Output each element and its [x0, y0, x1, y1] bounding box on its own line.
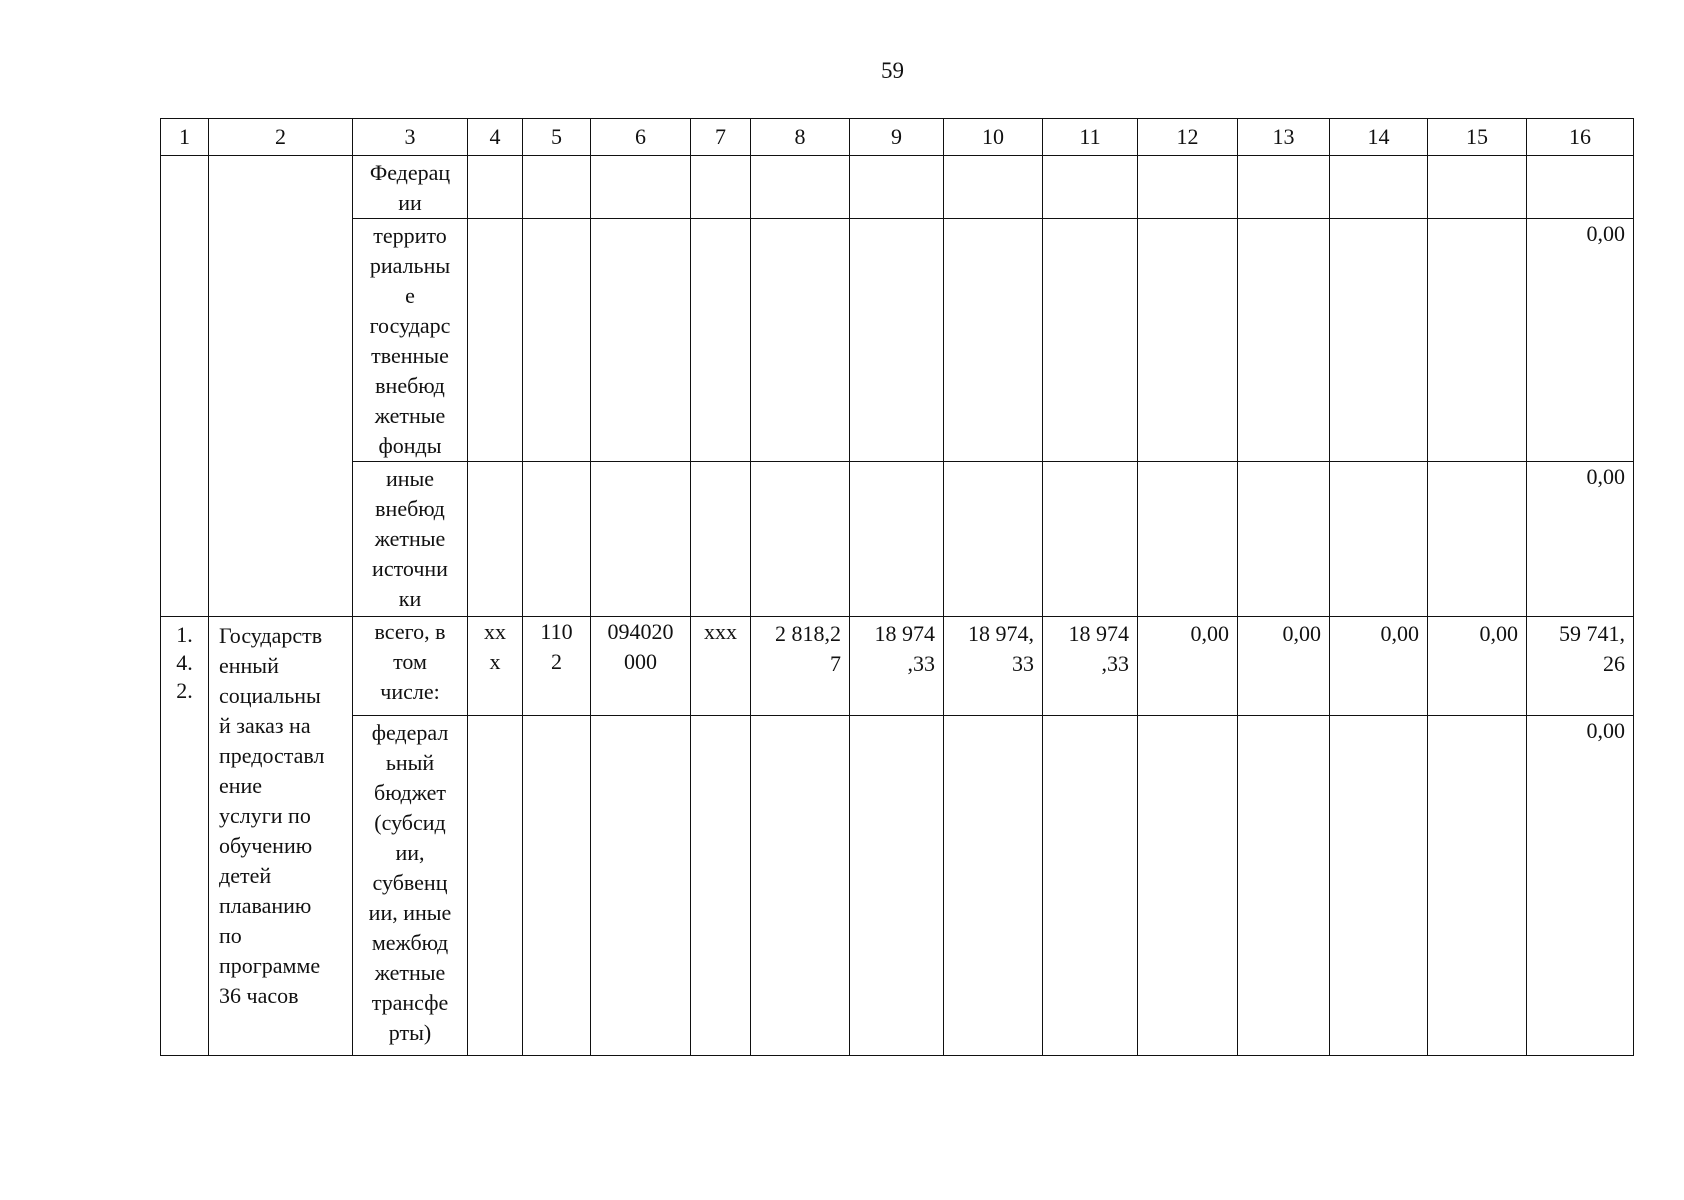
- cell-12: 0,00: [1138, 617, 1238, 716]
- header-cell: 1: [161, 119, 209, 156]
- cell-8: 2 818,2 7: [751, 617, 850, 716]
- cell-9: 18 974 ,33: [850, 617, 944, 716]
- header-cell: 15: [1428, 119, 1527, 156]
- total-cell: 0,00: [1527, 716, 1634, 1056]
- table-row: [161, 219, 1634, 462]
- table-row: [161, 462, 1634, 617]
- header-row: [161, 119, 1634, 156]
- total-cell: 59 741, 26: [1527, 617, 1634, 716]
- header-cell: 7: [691, 119, 751, 156]
- source-cell: всего, в том числе:: [353, 617, 468, 716]
- table-row: [161, 716, 1634, 1056]
- cell-10: 18 974, 33: [944, 617, 1043, 716]
- row-index: 1. 4. 2.: [161, 617, 209, 1056]
- source-cell: Федерац ии: [353, 156, 468, 219]
- name-cell: [209, 156, 353, 617]
- header-cell: 9: [850, 119, 944, 156]
- total-cell: 0,00: [1527, 219, 1634, 462]
- header-cell: 11: [1043, 119, 1138, 156]
- cell-13: 0,00: [1238, 617, 1330, 716]
- header-cell: 5: [523, 119, 591, 156]
- header-cell: 6: [591, 119, 691, 156]
- header-cell: 13: [1238, 119, 1330, 156]
- header-cell: 3: [353, 119, 468, 156]
- header-cell: 10: [944, 119, 1043, 156]
- header-cell: 8: [751, 119, 850, 156]
- index-cell: [161, 156, 209, 617]
- table-row: [161, 617, 1634, 716]
- cell-6: 094020 000: [591, 617, 691, 716]
- source-cell: иные внебюд жетные источни ки: [353, 462, 468, 617]
- header-cell: 16: [1527, 119, 1634, 156]
- cell-15: 0,00: [1428, 617, 1527, 716]
- measure-name: Государств енный социальны й заказ на предоставл ение услуги по обучению детей плаванию по программе 36 часов: [209, 617, 353, 1056]
- header-cell: 12: [1138, 119, 1238, 156]
- budget-table: [160, 118, 1634, 1056]
- header-cell: 14: [1330, 119, 1428, 156]
- header-cell: 4: [468, 119, 523, 156]
- cell-7: ххх: [691, 617, 751, 716]
- source-cell: террито риальны е государс твенные внебюд жетные фонды: [353, 219, 468, 462]
- cell-11: 18 974 ,33: [1043, 617, 1138, 716]
- cell-5: 110 2: [523, 617, 591, 716]
- total-cell: 0,00: [1527, 462, 1634, 617]
- header-cell: 2: [209, 119, 353, 156]
- cell-14: 0,00: [1330, 617, 1428, 716]
- cell-4: хх х: [468, 617, 523, 716]
- table-row: [161, 156, 1634, 219]
- total-cell: [1527, 156, 1634, 219]
- page-number: 59: [881, 58, 904, 83]
- source-cell: федерал ьный бюджет (субсид ии, субвенц ии, иные межбюд жетные трансфе рты): [353, 716, 468, 1056]
